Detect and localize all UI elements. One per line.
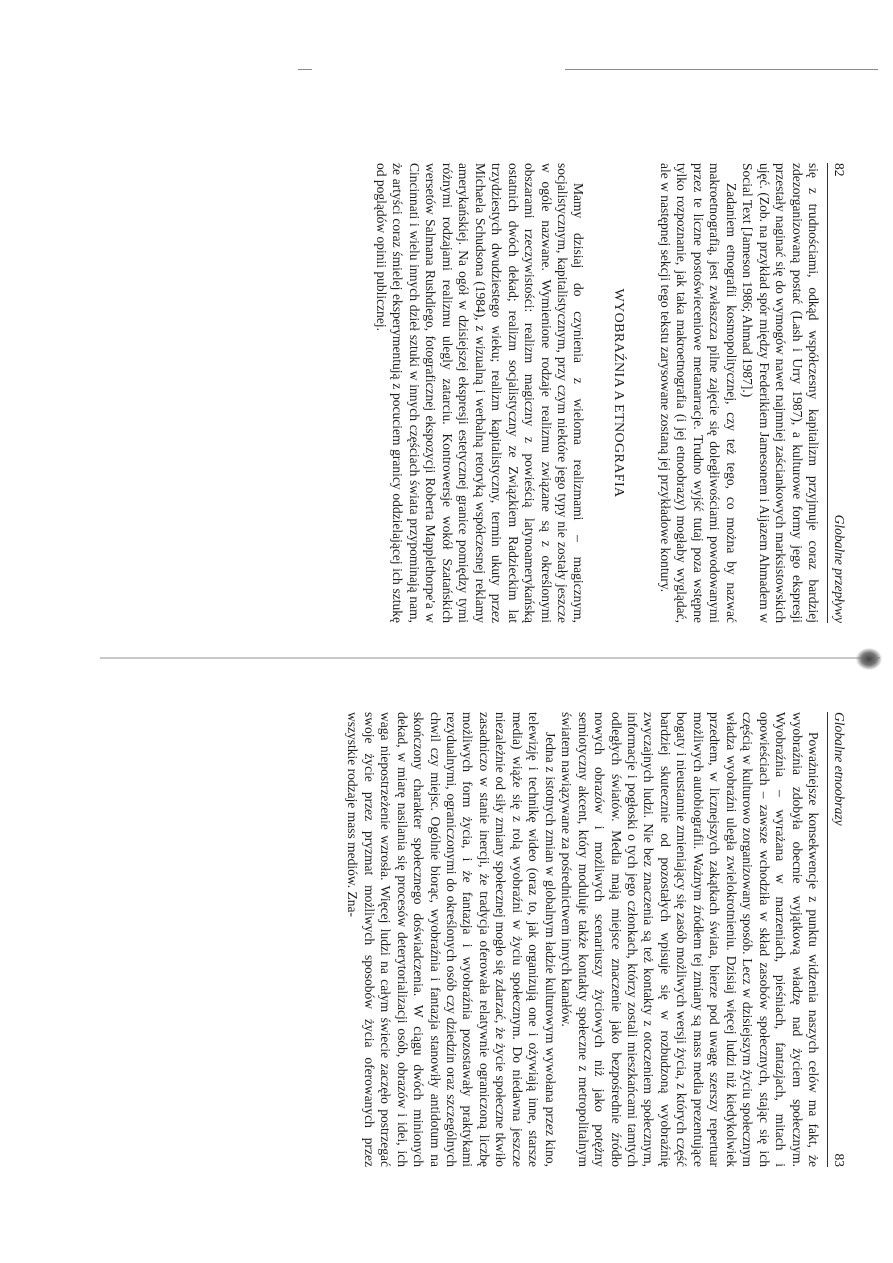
- paragraph: [373, 163, 587, 623]
- page-83: [70, 712, 850, 1167]
- page-body: [373, 163, 827, 623]
- page-header: [827, 712, 850, 1167]
- page-body: [344, 712, 827, 1167]
- running-head: Globalne etnoobrazy: [832, 712, 847, 826]
- scan-smudge: [856, 648, 882, 670]
- running-head: Globalne przepływy: [832, 514, 847, 623]
- text-span: się z trudnościami, odkąd współczesny kapitalizm przyjmuje coraz bardziej zdezorganizowaną postać (Lash i Urry 1987), a kulturowe formy jego ekspresji przestały naginać się do wymogów nawet najmniej zaściankowych marksistowskich ujęć. (Zob. na przykład spór między Frederikiem Jamesonem i Aijazem Ahmadem w Social Text [Jameson 1986; Ahmad 1987].): [740, 163, 821, 623]
- paragraph: [344, 712, 558, 1167]
- scan-edge-line-right: [565, 69, 878, 70]
- page-fold-line: [100, 657, 880, 659]
- paragraph: [558, 712, 821, 1167]
- scan-edge-line-left: [298, 69, 312, 70]
- page-header: [827, 163, 850, 623]
- text-span: Jedna z istotnych zmian w globalnym ładzie kulturowym wywołana przez kino, telewizję i technikę wideo (oraz to, jak organizują one i ożywiają inne, starsze media) wiąże się z rolą wyobraźni w życiu społecznym. Do niedawna jeszcze niezależnie od siły zmiany społecznej mogło się zdarzać, że życie społeczne tkwiło zasadniczo w stanie inercji, że tradycja oferowała relatywnie ograniczoną liczbę możliwych form życia, i że fantazja i wyobraźnia pozostawały praktykami rezydualnymi, ograniczonymi do określonych osób czy dziedzin oraz szczególnych chwil czy miejsc. Ogólnie biorąc, wyobraźnia i fantazja stanowiły antidotum na skończony charakter społecznego doświadczenia. W ciągu dwóch minionych dekad, w miarę nasilania się procesów deterytorializacji osób, obrazów i idei, ich waga niepostrzeżenie wzrosła. Więcej ludzi na całym świecie zaczęło postrzegać swoje życie przez pryzmat możliwych sposobów życia oferowanych przez wszystkie rodzaje mass mediów. Zna-: [345, 712, 558, 1167]
- paragraph: [739, 163, 821, 623]
- text-span: Poważniejsze konsekwencje z punktu widzenia naszych celów ma fakt, że wyobraźnia zdobyła obecnie wyjątkową władzę nad życiem społecznym. Wyobraźnia – wyrażana w marzeniach, pieśniach, fantazjach, mitach i opowieściach – zawsze wchodziła w skład zasobów społecznych, stając się ich częścią w kulturowo zorganizowany sposób. Lecz w dzisiejszym życiu społecznym władza wyobraźni uległa zwielokrotnieniu. Dzisiaj więcej ludzi niż kiedykolwiek przedtem, w licznejszych zakątkach świata, bierze pod uwagę szerszy repertuar możliwych autobiografii. Ważnym źródłem tej zmiany są mass media prezentujące bogaty i nieustannie zmieniający się zasób możliwych wersji życia, z których część bardziej skutecznie od pozostałych wpisuje się w rozbudzoną wyobraźnię zwyczajnych ludzi. Nie bez znaczenia są też kontakty z otoczeniem społecznym, informacje i pogłoski o tych jego członkach, którzy zostali mieszkańcami tamtych odległych światów. Media mają miejsce znaczenie jako bezpośrednie źródło nowych obrazów i możliwych scenariuszy życiowych niż jako potężny semiotyczny akcent, który moduluje także kontakty społeczne z metropolitalnym światem nawiązywane za pośrednictwem innych kanałów.: [559, 712, 821, 1167]
- page-number: 82: [832, 163, 847, 177]
- paragraph: [656, 163, 738, 623]
- text-span: Mamy dzisiaj do czynienia z wieloma realizmami – magicznym, socjalistycznym, kapitalistycznym, przy czym niektóre jego typy nie zostały jeszcze w ogóle nazwane. Wymienione rodzaje realizmu związane są z określonymi obszarami rzeczywistości: realizm magiczny z powieścią latynoamerykańską ostatnich dwóch dekad; realizm socjalistyczny ze Związkiem Radzieckim lat trzydziestych dwudziestego wieku; realizm kapitalistyczny, termin ukuty przez Michaela Schudsona (1984), z wizualną i werbalną retoryką współczesnej reklamy amerykańskiej. Na ogół w dzisiejszej ekspresji estetycznej granice pomiędzy tymi różnymi rodzajami realizmu ulegly zatarciu. Kontrowersje wokół Szatańskich wersetów Salmana Rushdiego, fotograficznej ekspozycji Roberta Mapplethorpe'a w Cincinnati i wielu innych dzieł sztuki w innych częściach świata przypominają nam, że artyści coraz śmielej eksperymentują z pocuciem granicy oddzielającej ich sztukę od poglądów opinii publicznej.: [374, 163, 587, 623]
- page-82: [70, 163, 850, 623]
- text-span: Zadaniem etnografii kosmopolitycznej, czy też tego, co można by nazwać makroetnografią, jest zwłaszcza pilne zajęcie się doległiwościami powodowanymi przez te liczne postoświeceniowe metanarracje. Trudno wyjść tutaj poza wstępne tylko rozpoznanie, jak taka makroetnografia (i jej etnoobrazy) mogłaby wyglądać, ale w następnej sekcji tego tekstu zarysowane zostaną jej przykładowe kontury.: [657, 163, 739, 623]
- page-number: 83: [832, 1153, 847, 1167]
- section-title: WYOBRAŹNIA A ETNOGRAFIA: [611, 288, 627, 498]
